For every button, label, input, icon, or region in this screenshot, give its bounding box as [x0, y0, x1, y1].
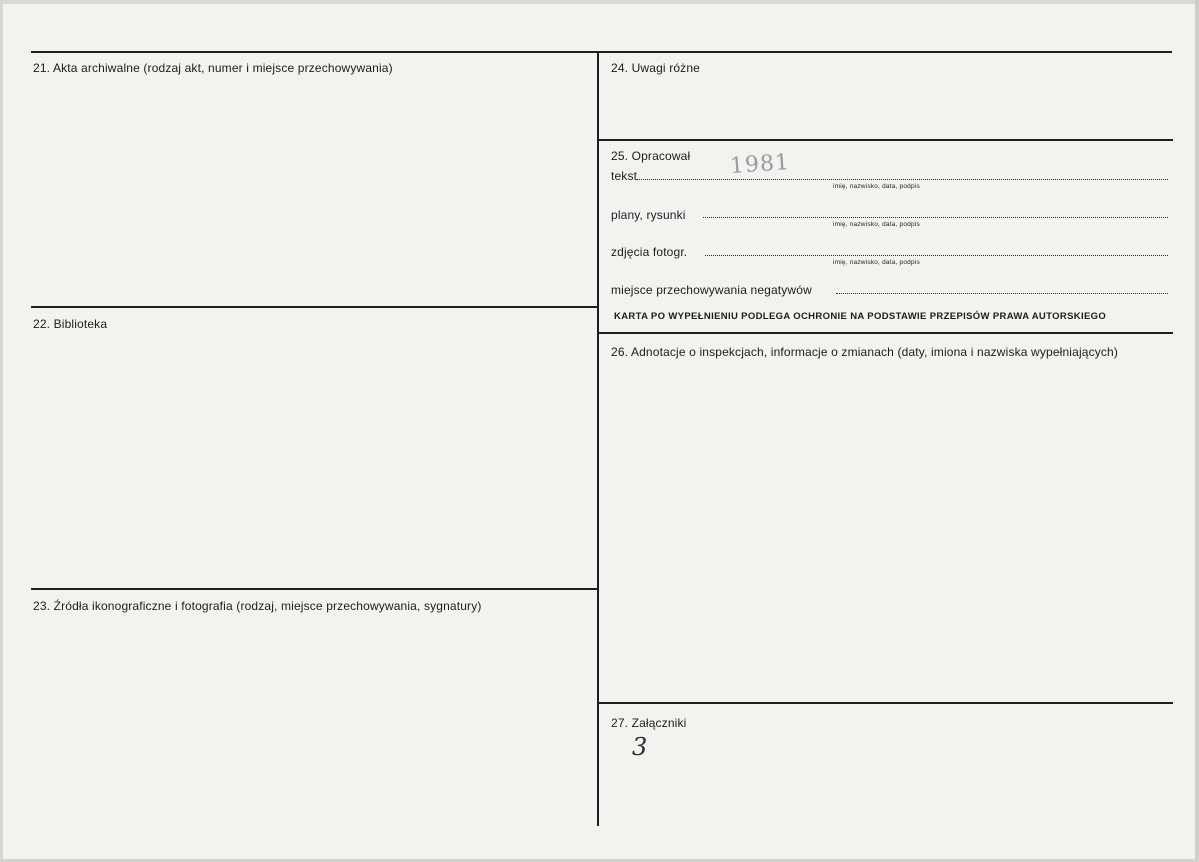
field-negatywy-line[interactable] — [836, 293, 1168, 294]
section-25-label: 25. Opracował — [611, 149, 691, 163]
field-tekst-label: tekst — [611, 169, 638, 183]
field-plany-label: plany, rysunki — [611, 208, 686, 222]
handwritten-year: 1981 — [729, 149, 791, 180]
field-tekst-line[interactable] — [637, 179, 1168, 180]
section-26-label: 26. Adnotacje o inspekcjach, informacje o zmianach (daty, imiona i nazwiska wypełniających) — [611, 345, 1119, 359]
field-tekst-hint: imię, nazwisko, data, podpis — [833, 183, 920, 190]
paper-edge-right — [1195, 0, 1199, 862]
rule-25-26 — [598, 332, 1173, 334]
paper-edge-top — [0, 0, 1199, 4]
section-27-label: 27. Załączniki — [611, 716, 687, 730]
rule-22-23 — [31, 588, 598, 590]
field-negatywy-label: miejsce przechowywania negatywów — [611, 283, 812, 297]
section-23-label: 23. Źródła ikonograficzne i fotografia (rodzaj, miejsce przechowywania, sygnatury) — [33, 599, 482, 613]
top-rule — [31, 51, 1172, 53]
field-plany-line[interactable] — [703, 217, 1168, 218]
field-zdjecia-label: zdjęcia fotogr. — [611, 245, 688, 259]
rule-24-25 — [598, 139, 1173, 141]
handwritten-attachments: 3 — [632, 733, 648, 761]
field-zdjecia-hint: imię, nazwisko, data, podpis — [833, 259, 920, 266]
rule-21-22 — [31, 306, 598, 308]
center-divider — [597, 51, 599, 826]
copyright-notice: KARTA PO WYPEŁNIENIU PODLEGA OCHRONIE NA PODSTAWIE PRZEPISÓW PRAWA AUTORSKIEGO — [614, 311, 1107, 322]
rule-26-27 — [598, 702, 1173, 704]
paper-edge-left — [0, 0, 3, 862]
section-24-label: 24. Uwagi różne — [611, 61, 700, 75]
field-zdjecia-line[interactable] — [705, 255, 1168, 256]
section-22-label: 22. Biblioteka — [33, 317, 108, 331]
section-21-label: 21. Akta archiwalne (rodzaj akt, numer i miejsce przechowywania) — [33, 61, 393, 75]
field-plany-hint: imię, nazwisko, data, podpis — [833, 221, 920, 228]
